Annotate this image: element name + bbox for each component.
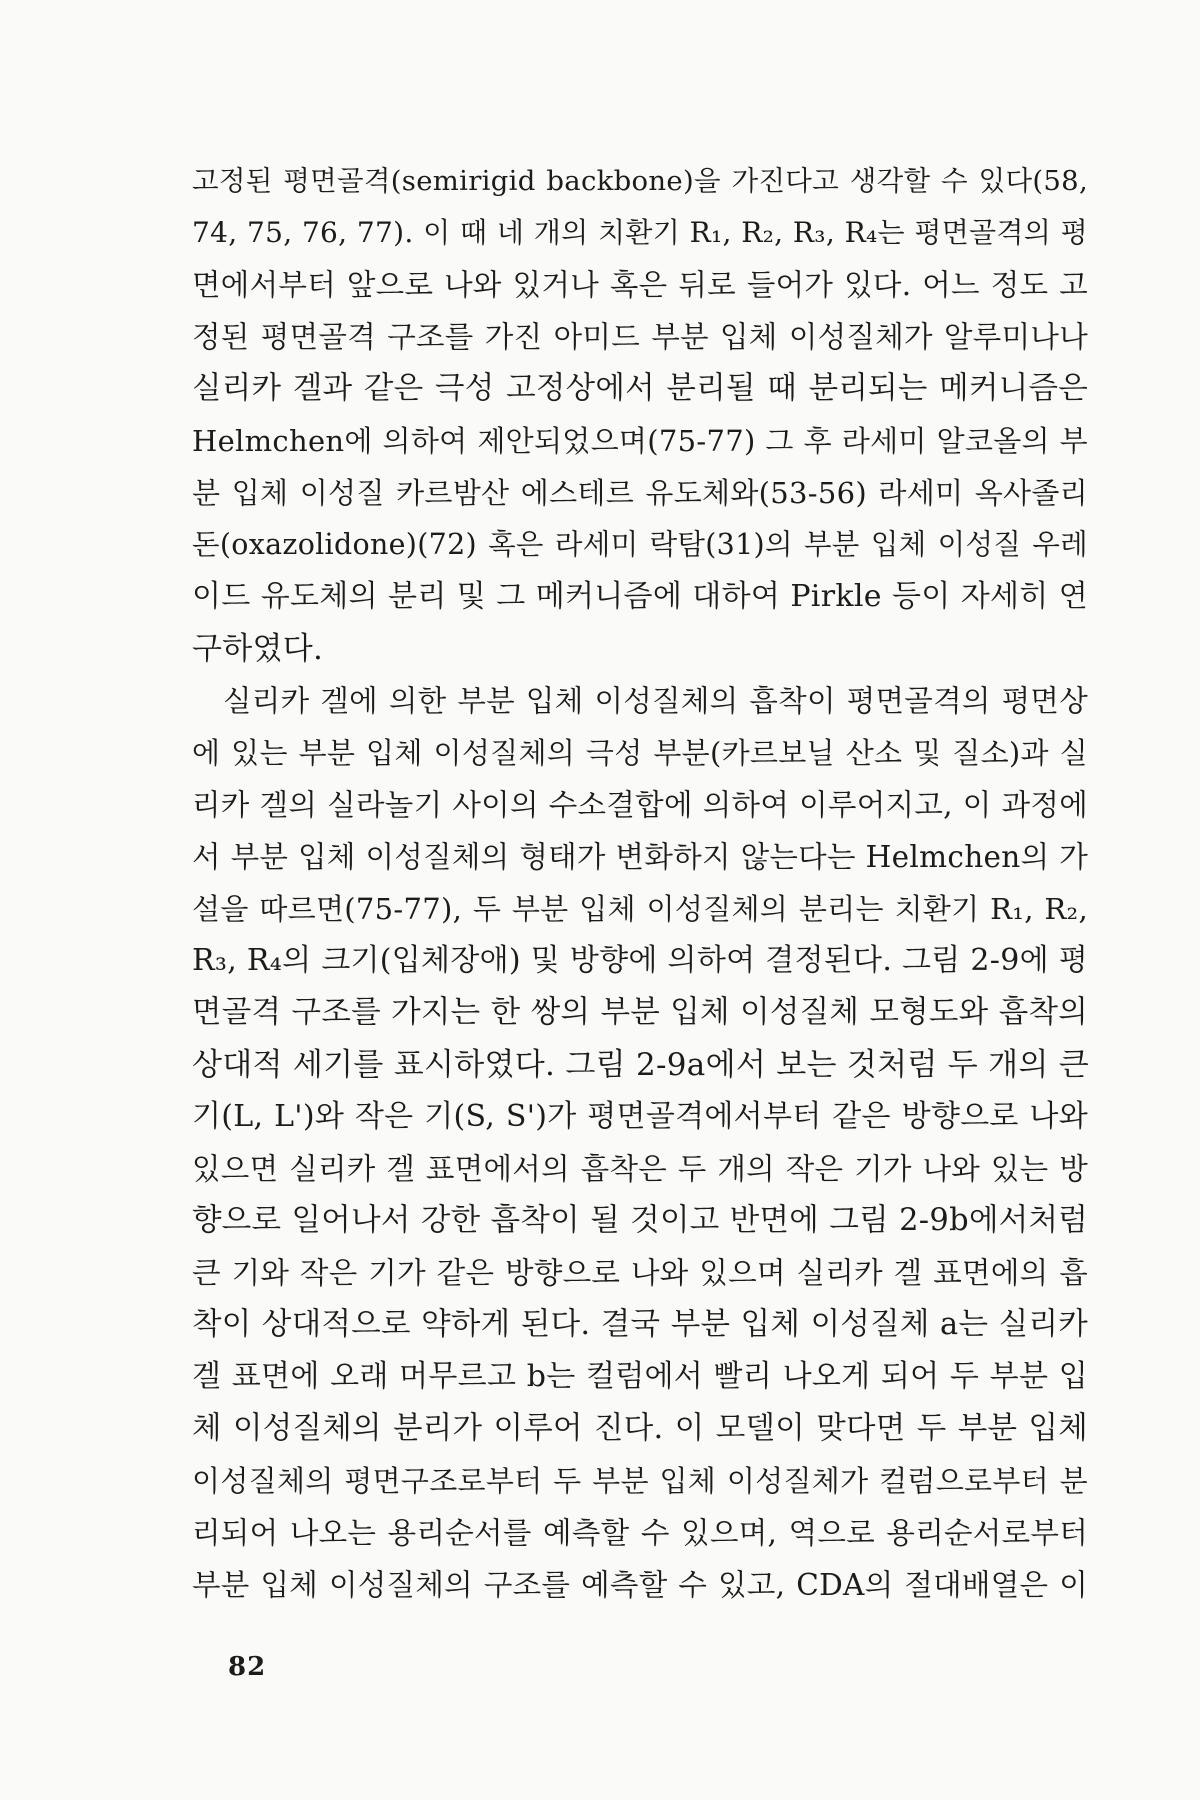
text-line: 74, 75, 76, 77). 이 때 네 개의 치환기 R₁, R₂, R₃, R₄는 평면골격의 평: [192, 216, 1088, 249]
page-number: 82: [228, 1652, 267, 1682]
text-line: 분 입체 이성질 카르밤산 에스테르 유도체와(53-56) 라세미 옥사졸리: [192, 476, 1088, 510]
text-line: 고정된 평면골격(semirigid backbone)을 가진다고 생각할 수 있다(58,: [192, 165, 1088, 197]
text-line: 체 이성질체의 분리가 이루어 진다. 이 모델이 맞다면 두 부분 입체: [192, 1411, 1088, 1446]
text-line: 실리카 겔과 같은 극성 고정상에서 분리될 때 분리되는 메커니즘은: [192, 371, 1088, 406]
text-line: R₃, R₄의 크기(입체장애) 및 방향에 의하여 결정된다. 그림 2-9에 평: [192, 943, 1089, 978]
text-line: 정된 평면골격 구조를 가진 아미드 부분 입체 이성질체가 알루미나나: [192, 320, 1088, 354]
text-line: 부분 입체 이성질체의 구조를 예측할 수 있고, CDA의 절대배열은 이: [192, 1568, 1088, 1602]
text-line: 있으면 실리카 겔 표면에서의 흡착은 두 개의 작은 기가 나와 있는 방: [192, 1152, 1088, 1186]
text-line: 향으로 일어나서 강한 흡착이 될 것이고 반면에 그림 2-9b에서처럼: [192, 1203, 1088, 1238]
text-line: Helmchen에 의하여 제안되었으며(75-77) 그 후 라세미 알코올의 부: [192, 424, 1088, 458]
text-line: 착이 상대적으로 약하게 된다. 결국 부분 입체 이성질체 a는 실리카: [192, 1307, 1088, 1342]
text-line: 서 부분 입체 이성질체의 형태가 변화하지 않는다는 Helmchen의 가: [192, 840, 1088, 874]
text-line: 리카 겔의 실라놀기 사이의 수소결합에 의하여 이루어지고, 이 과정에: [192, 788, 1088, 822]
text-line: 이성질체의 평면구조로부터 두 부분 입체 이성질체가 컬럼으로부터 분: [192, 1464, 1088, 1498]
paragraph-first-line: 실리카 겔에 의한 부분 입체 이성질체의 흡착이 평면골격의 평면상: [223, 684, 1088, 718]
text-line: 돈(oxazolidone)(72) 혹은 라세미 락탐(31)의 부분 입체 이성질 우레: [192, 528, 1088, 561]
text-line: 설을 따르면(75-77), 두 부분 입체 이성질체의 분리는 치환기 R₁, R₂,: [192, 892, 1088, 926]
text-line: 이드 유도체의 분리 및 그 메커니즘에 대하여 Pirkle 등이 자세히 연: [192, 579, 1088, 614]
text-line: 에 있는 부분 입체 이성질체의 극성 부분(카르보닐 산소 및 질소)과 실: [192, 736, 1088, 770]
text-line: 구하였다.: [192, 631, 324, 667]
text-line: 면에서부터 앞으로 나와 있거나 혹은 뒤로 들어가 있다. 어느 정도 고: [192, 268, 1088, 302]
text-line: 상대적 세기를 표시하였다. 그림 2-9a에서 보는 것처럼 두 개의 큰: [192, 1047, 1090, 1083]
text-line: 리되어 나오는 용리순서를 예측할 수 있으며, 역으로 용리순서로부터: [192, 1516, 1088, 1550]
text-line: 면골격 구조를 가지는 한 쌍의 부분 입체 이성질체 모형도와 흡착의: [192, 995, 1088, 1030]
text-line: 겔 표면에 오래 머무르고 b는 컬럼에서 빨리 나오게 되어 두 부분 입: [192, 1359, 1088, 1394]
text-line: 기(L, L')와 작은 기(S, S')가 평면골격에서부터 같은 방향으로 나와: [192, 1099, 1088, 1134]
text-line: 큰 기와 작은 기가 같은 방향으로 나와 있으며 실리카 겔 표면에의 흡: [192, 1256, 1088, 1290]
